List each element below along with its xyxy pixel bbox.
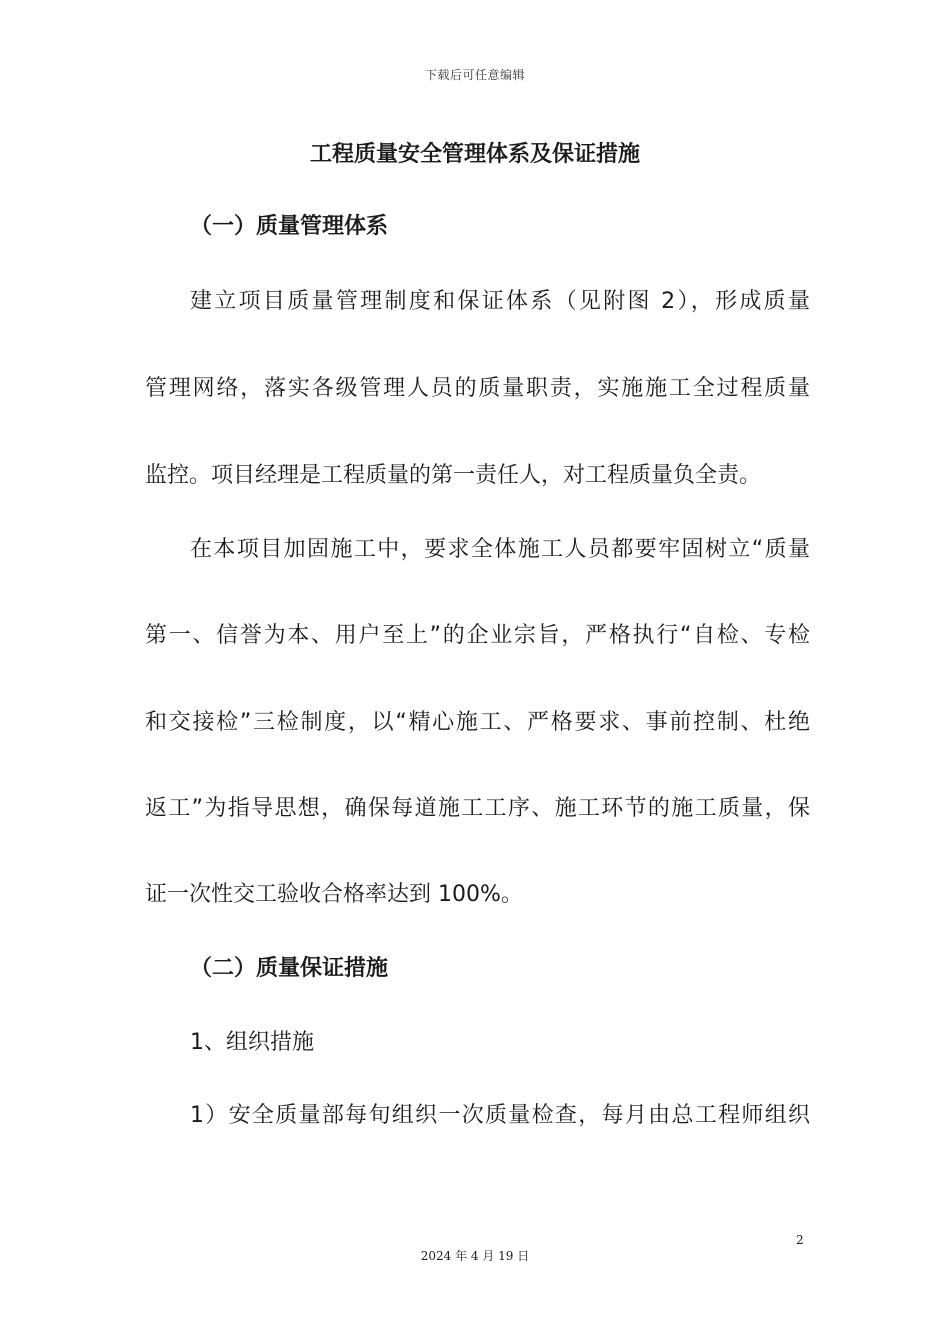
paragraph-line: 在本项目加固施工中，要求全体施工人员都要牢固树立“质量 — [190, 537, 810, 562]
section-heading-quality-measures: （二）质量保证措施 — [190, 956, 389, 981]
paragraph-line: 建立项目质量管理制度和保证体系（见附图 2），形成质量 — [190, 289, 810, 314]
paragraph-line: 第一、信誉为本、用户至上”的企业宗旨，严格执行“自检、专检 — [145, 623, 810, 648]
footer-date: 2024 年 4 月 19 日 — [420, 1249, 530, 1263]
paragraph-line: 和交接检”三检制度，以“精心施工、严格要求、事前控制、杜绝 — [145, 710, 810, 735]
list-item: 1）安全质量部每旬组织一次质量检查，每月由总工程师组织 — [190, 1103, 810, 1128]
section-heading-quality-system: （一）质量管理体系 — [190, 214, 389, 239]
page-number: 2 — [796, 1233, 804, 1247]
document-title: 工程质量安全管理体系及保证措施 — [309, 142, 640, 167]
header-note: 下载后可任意编辑 — [424, 68, 525, 82]
paragraph-line: 证一次性交工验收合格率达到 100%。 — [145, 882, 523, 907]
subheading-organizational-measures: 1、组织措施 — [190, 1030, 314, 1055]
paragraph-line: 管理网络，落实各级管理人员的质量职责，实施施工全过程质量 — [145, 376, 810, 401]
paragraph-line: 返工”为指导思想，确保每道施工工序、施工环节的施工质量，保 — [145, 796, 810, 821]
paragraph-line: 监控。项目经理是工程质量的第一责任人，对工程质量负全责。 — [145, 463, 762, 488]
